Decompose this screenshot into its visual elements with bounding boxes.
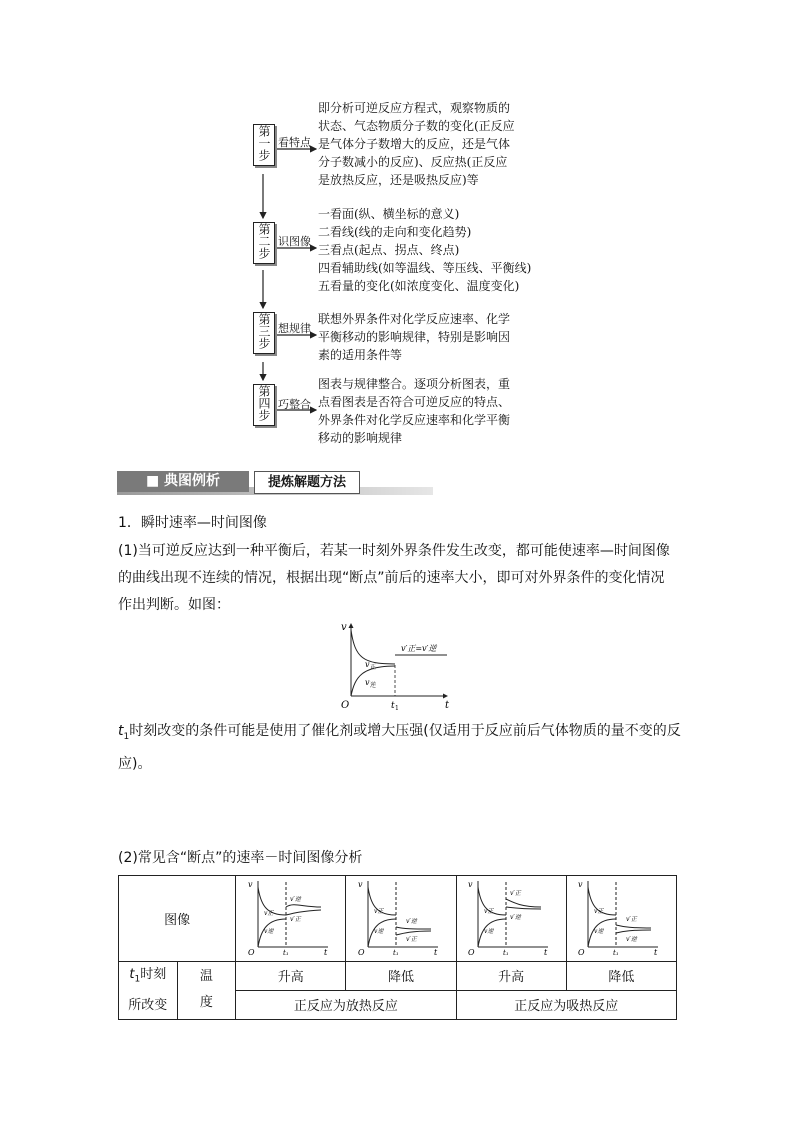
y-axis-label: v [341,622,347,633]
svg-text:v′逆: v′逆 [510,913,521,921]
step3-box: 第三步 [253,312,275,354]
section1-heading: 1．瞬时速率—时间图像 [118,515,267,531]
step4-action: 巧整合 [278,398,311,411]
table-graph-2 [346,876,456,962]
table-label-t1-change: $t_1$时刻 所改变 [119,962,178,1020]
step1-action: 看特点 [278,136,311,149]
table-change-2: 降低 [346,962,456,991]
origin-label: O [341,700,350,710]
svg-text:v′正: v′正 [289,915,301,923]
table-graph-3 [456,876,566,962]
equilibrium-label: v′正=v′逆 [401,644,437,653]
svg-text:v正: v正 [374,907,384,915]
svg-text:t: t [654,947,658,957]
t1-label-sub: 1 [395,705,399,710]
svg-text:O: O [578,947,585,957]
step2-action: 识图像 [278,235,311,248]
graph-3-svg [466,877,556,957]
svg-text:v逆: v逆 [374,927,384,935]
table-reaction-exothermic: 正反应为放热反应 [236,990,456,1019]
step1-description: 即分析可逆反应方程式，观察物质的 状态、气态物质分子数的变化(正反应 是气体分子数增大的反应，还是气体 分子数减小的反应)、反应热(正反应 是放热反应，还是吸热反应)等 [318,101,515,187]
table-row-label-graph: 图像 [119,876,236,962]
svg-text:v′逆: v′逆 [406,917,417,925]
svg-text:v′正: v′正 [510,889,521,897]
step1-box: 第一步 [253,124,275,166]
table-label-temperature: 温 度 [177,962,236,1020]
svg-text:v正: v正 [263,909,274,917]
svg-text:v′正: v′正 [406,935,417,943]
svg-text:v: v [578,879,583,889]
step3-description: 联想外界条件对化学反应速率、化学 平衡移动的影响规律，特别是影响因 素的适用条件等 [318,312,511,362]
rate-time-graph [335,618,465,710]
svg-text:O: O [468,947,475,957]
svg-text:t₁: t₁ [393,948,399,957]
svg-text:v: v [358,879,363,889]
section1-para1: (1)当可逆反应达到一种平衡后，若某一时刻外界条件发生改变，都可能使速率—时间图像 的曲线出现不连续的情况，根据出现“断点”前后的速率大小，即可对外界条件的变化情况 作出判断。如图： [118,543,670,613]
banner-subtitle: 提炼解题方法 [254,471,360,494]
v-reverse-sub: 逆 [370,682,377,689]
svg-text:v: v [247,879,253,889]
svg-text:t₁: t₁ [282,948,289,957]
v-reverse-label: v [365,678,370,687]
table-graph-4 [566,876,676,962]
table-change-1: 升高 [236,962,346,991]
graph-4-svg [576,877,666,957]
v-forward-sub: 正 [370,664,377,671]
banner-title: ■ 典图例析 [117,471,249,492]
svg-text:v′逆: v′逆 [289,895,301,903]
graph-1-svg [246,877,336,957]
x-axis-label: t [445,700,450,710]
step2-box: 第二步 [253,222,275,264]
svg-text:t₁: t₁ [503,948,509,957]
svg-text:O: O [247,947,255,957]
step4-description: 图表与规律整合。逐项分析图表，重 点看图表是否符合可逆反应的特点、 外界条件对化学反应速率和化学平衡 移动的影响规律 [318,377,511,445]
table-change-3: 升高 [456,962,566,991]
rate-time-table [118,875,677,1020]
graph-2-svg [356,877,446,957]
svg-text:t: t [544,947,548,957]
svg-text:v′逆: v′逆 [626,935,638,943]
svg-text:v逆: v逆 [263,927,274,935]
svg-text:v′正: v′正 [626,915,638,923]
step2-description: 一看面(纵、横坐标的意义) 二看线(线的走向和变化趋势) 三看点(起点、拐点、终点) 四看辅助线(如等温线、等压线、平衡线) 五看量的变化(如浓度变化、温度变化) [318,207,532,293]
table-graph-1 [236,876,346,962]
step4-box: 第四步 [253,384,275,426]
svg-text:t: t [434,947,438,957]
svg-text:v逆: v逆 [594,927,604,935]
table-change-4: 降低 [566,962,676,991]
step3-action: 想规律 [278,322,311,335]
svg-text:v: v [468,879,473,889]
svg-text:v正: v正 [484,907,494,915]
forward-rate-curve [351,630,395,664]
svg-text:t: t [323,947,328,957]
t1-label: t [391,701,395,710]
svg-text:v逆: v逆 [484,927,494,935]
table-reaction-endothermic: 正反应为吸热反应 [456,990,676,1019]
section2-heading: (2)常见含“断点”的速率－时间图像分析 [118,850,363,866]
section1-para2: $t_1$时刻改变的条件可能是使用了催化剂或增大压强(仅适用于反应前后气体物质的量不变的反 应)。 [118,723,681,772]
v-forward-label: v [365,660,370,669]
svg-text:O: O [358,947,365,957]
svg-text:t₁: t₁ [613,948,620,957]
svg-text:v正: v正 [594,907,604,915]
